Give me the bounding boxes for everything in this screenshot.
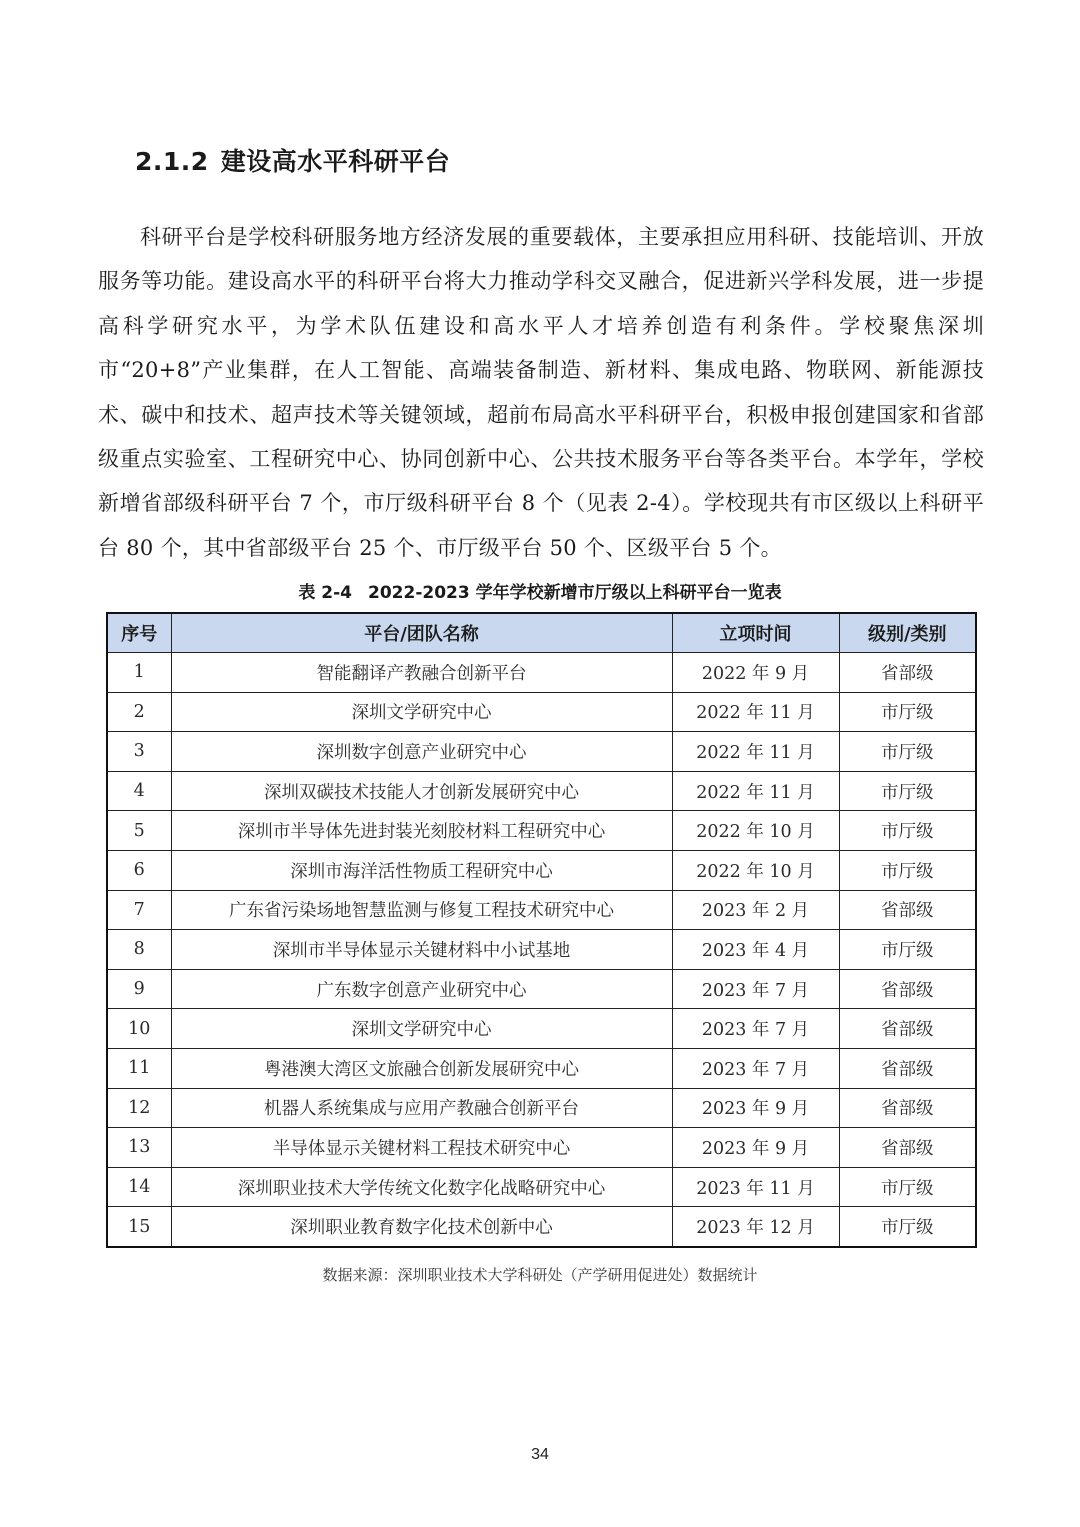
cell-level: 市厅级 <box>839 811 976 851</box>
cell-date: 2023 年 4 月 <box>672 930 839 970</box>
cell-level: 省部级 <box>839 653 976 693</box>
cell-name: 深圳市海洋活性物质工程研究中心 <box>171 850 672 890</box>
cell-date: 2023 年 12 月 <box>672 1207 839 1247</box>
table-row <box>107 692 976 732</box>
cell-name: 深圳职业教育数字化技术创新中心 <box>171 1207 672 1247</box>
table-row <box>107 771 976 811</box>
table-title: 2022-2023 学年学校新增市厅级以上科研平台一览表 <box>368 583 782 603</box>
cell-level: 省部级 <box>839 890 976 930</box>
cell-level: 市厅级 <box>839 930 976 970</box>
cell-date: 2022 年 11 月 <box>672 732 839 772</box>
cell-name: 智能翻译产教融合创新平台 <box>171 653 672 693</box>
cell-name: 深圳职业技术大学传统文化数字化战略研究中心 <box>171 1167 672 1207</box>
cell-date: 2022 年 11 月 <box>672 771 839 811</box>
data-source-note: 数据来源：深圳职业技术大学科研处（产学研用促进处）数据统计 <box>322 1266 758 1284</box>
table-row <box>107 1048 976 1088</box>
cell-date: 2023 年 7 月 <box>672 1009 839 1049</box>
cell-index: 2 <box>107 692 171 732</box>
cell-index: 7 <box>107 890 171 930</box>
page-number: 34 <box>531 1446 549 1463</box>
cell-level: 市厅级 <box>839 1207 976 1247</box>
cell-level: 市厅级 <box>839 1167 976 1207</box>
cell-date: 2023 年 9 月 <box>672 1128 839 1168</box>
cell-date: 2023 年 7 月 <box>672 969 839 1009</box>
cell-date: 2023 年 7 月 <box>672 1048 839 1088</box>
cell-index: 9 <box>107 969 171 1009</box>
platform-table <box>106 612 977 1248</box>
cell-level: 省部级 <box>839 1088 976 1128</box>
cell-date: 2022 年 11 月 <box>672 692 839 732</box>
cell-index: 5 <box>107 811 171 851</box>
cell-level: 市厅级 <box>839 692 976 732</box>
cell-name: 深圳市半导体先进封装光刻胶材料工程研究中心 <box>171 811 672 851</box>
table-header-row <box>107 613 976 653</box>
cell-index: 15 <box>107 1207 171 1247</box>
cell-name: 半导体显示关键材料工程技术研究中心 <box>171 1128 672 1168</box>
header-level: 级别/类别 <box>839 613 976 653</box>
cell-index: 6 <box>107 850 171 890</box>
table-row <box>107 811 976 851</box>
cell-date: 2023 年 9 月 <box>672 1088 839 1128</box>
table-label: 表 2-4 <box>298 583 353 603</box>
table-row <box>107 850 976 890</box>
section-number: 2.1.2 <box>135 147 209 176</box>
section-heading <box>135 142 450 178</box>
cell-level: 市厅级 <box>839 771 976 811</box>
cell-name: 深圳数字创意产业研究中心 <box>171 732 672 772</box>
cell-name: 深圳双碳技术技能人才创新发展研究中心 <box>171 771 672 811</box>
cell-name: 广东省污染场地智慧监测与修复工程技术研究中心 <box>171 890 672 930</box>
table-caption <box>0 578 1080 603</box>
cell-index: 1 <box>107 653 171 693</box>
header-name: 平台/团队名称 <box>171 613 672 653</box>
cell-name: 深圳市半导体显示关键材料中小试基地 <box>171 930 672 970</box>
cell-name: 机器人系统集成与应用产教融合创新平台 <box>171 1088 672 1128</box>
header-date: 立项时间 <box>672 613 839 653</box>
cell-date: 2023 年 2 月 <box>672 890 839 930</box>
cell-level: 省部级 <box>839 1048 976 1088</box>
table-row <box>107 890 976 930</box>
cell-index: 4 <box>107 771 171 811</box>
table-row <box>107 930 976 970</box>
table-row <box>107 732 976 772</box>
body-paragraph: 科研平台是学校科研服务地方经济发展的重要载体，主要承担应用科研、技能培训、开放服务等功能。建设高水平的科研平台将大力推动学科交叉融合，促进新兴学科发展，进一步提高科学研究水平，为学术队伍建设和高水平人才培养创造有利条件。学校聚焦深圳市“20+8”产业集群，在人工智能、高端装备制造、新材料、集成电路、物联网、新能源技术、碳中和技术、超声技术等关键领域，超前布局高水平科研平台，积极申报创建国家和省部级重点实验室、工程研究中心、协同创新中心、公共技术服务平台等各类平台。本学年，学校新增省部级科研平台 7 个，市厅级科研平台 8 个（见表 2-4）。学校现共有市区级以上科研平台 80 个，其中省部级平台 25 个、市厅级平台 50 个、区级平台 5 个。 <box>98 225 984 560</box>
table-row <box>107 969 976 1009</box>
header-index: 序号 <box>107 613 171 653</box>
cell-index: 12 <box>107 1088 171 1128</box>
cell-index: 14 <box>107 1167 171 1207</box>
table-row <box>107 1207 976 1247</box>
cell-date: 2023 年 11 月 <box>672 1167 839 1207</box>
cell-name: 广东数字创意产业研究中心 <box>171 969 672 1009</box>
cell-date: 2022 年 10 月 <box>672 811 839 851</box>
cell-name: 深圳文学研究中心 <box>171 1009 672 1049</box>
cell-level: 省部级 <box>839 1128 976 1168</box>
table-row <box>107 1009 976 1049</box>
cell-level: 市厅级 <box>839 850 976 890</box>
cell-index: 3 <box>107 732 171 772</box>
table-row <box>107 1128 976 1168</box>
cell-date: 2022 年 9 月 <box>672 653 839 693</box>
table-row <box>107 653 976 693</box>
table-row <box>107 1088 976 1128</box>
table-row <box>107 1167 976 1207</box>
cell-name: 粤港澳大湾区文旅融合创新发展研究中心 <box>171 1048 672 1088</box>
cell-index: 13 <box>107 1128 171 1168</box>
cell-index: 11 <box>107 1048 171 1088</box>
section-title: 建设高水平科研平台 <box>220 147 451 176</box>
cell-level: 省部级 <box>839 1009 976 1049</box>
cell-level: 市厅级 <box>839 732 976 772</box>
cell-date: 2022 年 10 月 <box>672 850 839 890</box>
cell-index: 8 <box>107 930 171 970</box>
cell-name: 深圳文学研究中心 <box>171 692 672 732</box>
cell-level: 省部级 <box>839 969 976 1009</box>
cell-index: 10 <box>107 1009 171 1049</box>
